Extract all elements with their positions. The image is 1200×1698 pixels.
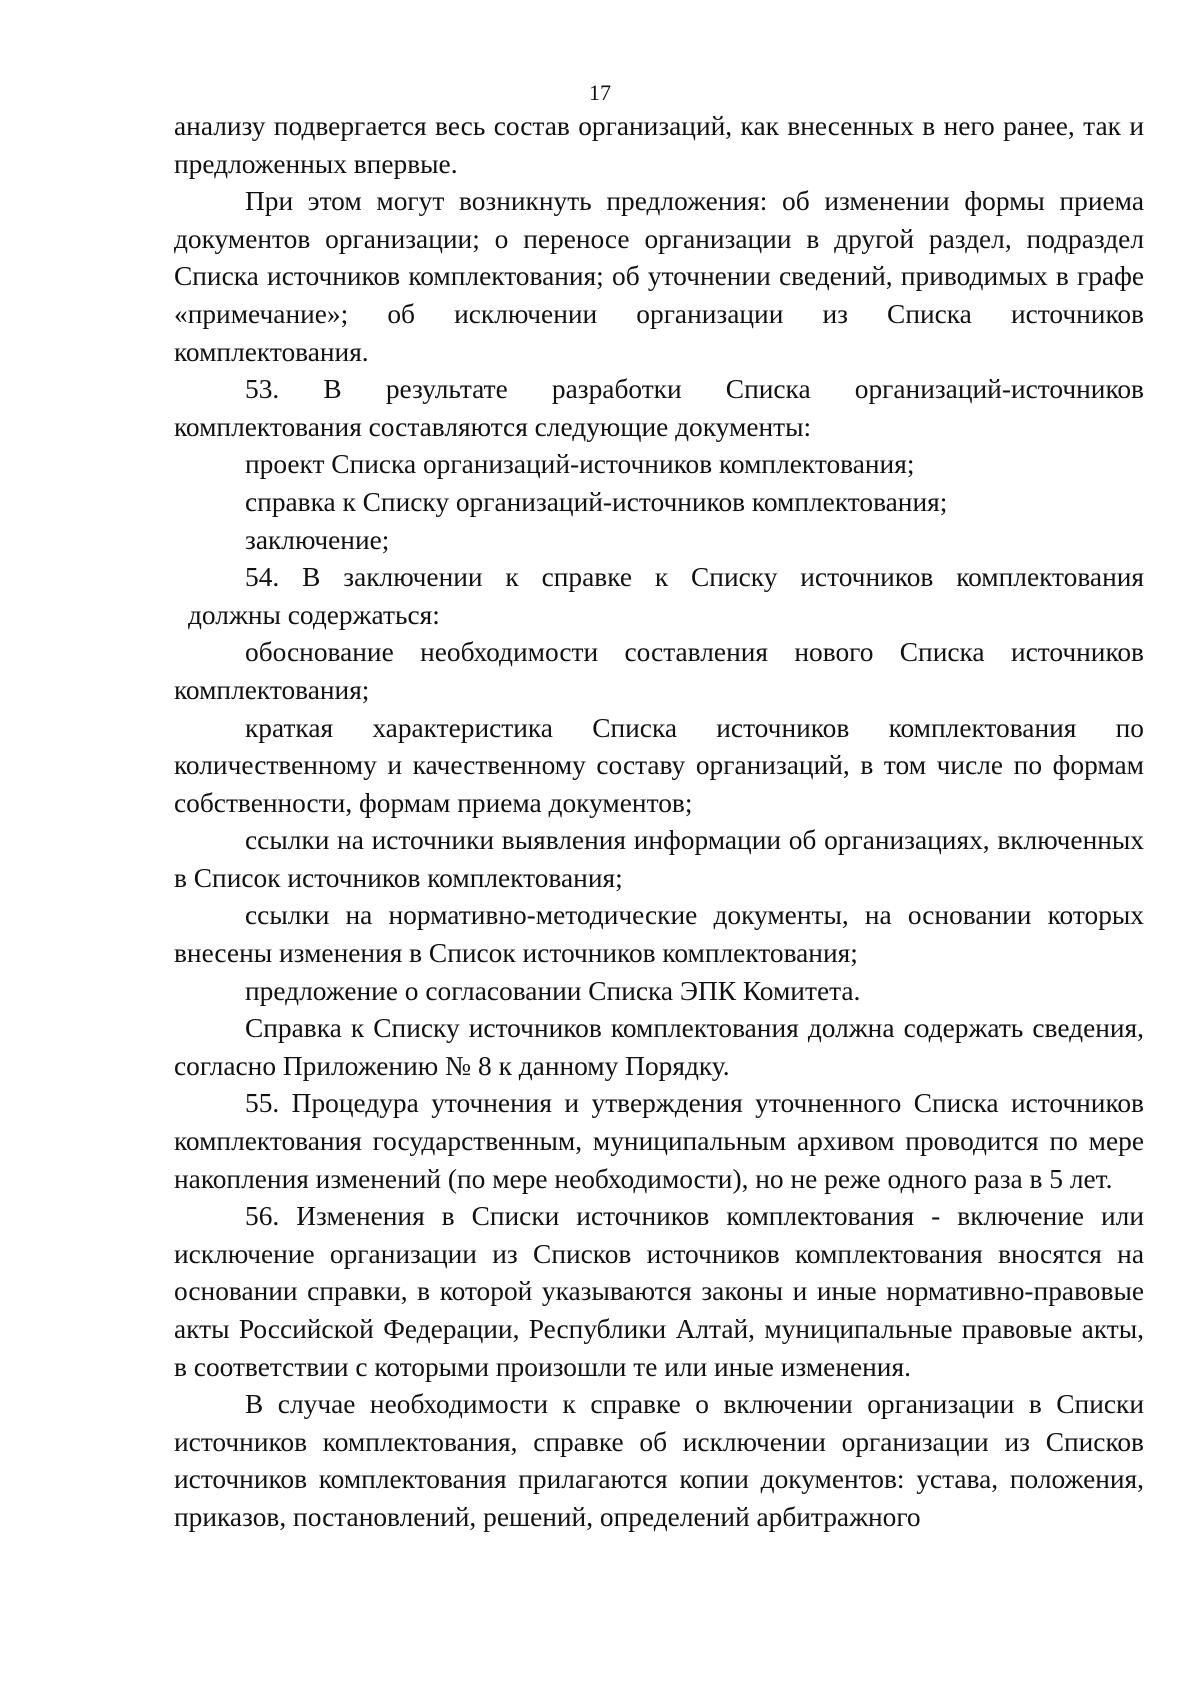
paragraph-reference-content: Справка к Списку источников комплектования должна содержать сведения, согласно Приложению № 8 к данному Порядку. <box>174 1013 1144 1081</box>
list-item-source-links: ссылки на источники выявления информации об организациях, включенных в Список источников комплектования; <box>174 825 1144 893</box>
list-item-draft-list: проект Списка организаций-источников комплектования; <box>245 449 915 480</box>
paragraph-proposals: При этом могут возникнуть предложения: об изменении формы приема документов организации; о переносе организации в другой раздел, подраздел Списка источников комплектования; об уточнении сведений, приводимых в графе «примечание»; об исключении организации из Списка источников комплектования. <box>174 186 1144 367</box>
page-number: 17 <box>589 80 611 105</box>
paragraph-continuation: анализу подвергается весь состав организаций, как внесенных в него ранее, так и предложенных впервые. <box>174 111 1144 179</box>
paragraph-item-55: 55. Процедура уточнения и утверждения уточненного Списка источников комплектования государственным, муниципальным архивом проводится по мере накопления изменений (по мере необходимости), но не реже одного раза в 5 лет. <box>174 1088 1144 1194</box>
document-body <box>174 108 1144 1537</box>
list-item-conclusion: заключение; <box>245 524 390 555</box>
list-item-normative-links: ссылки на нормативно-методические документы, на основании которых внесены изменения в Список источников комплектования; <box>174 900 1144 969</box>
list-item-justification: обоснование необходимости составления нового Списка источников комплектования; <box>174 637 1144 705</box>
list-item-characteristics: краткая характеристика Списка источников комплектования по количественному и качественному составу организаций, в том числе по формам собственности, формам приема документов; <box>174 712 1144 818</box>
paragraph-item-56: 56. Изменения в Списки источников комплектования - включение или исключение организации из Списков источников комплектования вносятся на основании справки, в которой указываются законы и иные нормативно-правовые акты Российской Федерации, Республики Алтай, муниципальные правовые акты, в соответствии с которыми произошли те или иные изменения. <box>174 1201 1144 1382</box>
paragraph-item-54-continuation: должны содержаться: <box>188 599 440 630</box>
paragraph-item-54: 54. В заключении к справке к Списку источников комплектования <box>245 562 1144 593</box>
list-item-approval-proposal: предложение о согласовании Списка ЭПК Комитета. <box>245 975 861 1006</box>
paragraph-item-53: 53. В результате разработки Списка организаций-источников комплектования составляются следующие документы: <box>174 374 1144 442</box>
paragraph-attachments: В случае необходимости к справке о включении организации в Списки источников комплектования, справке об исключении организации из Списков источников комплектования прилагаются копии документов: устава, положения, приказов, постановлений, решений, определений арбитражного <box>174 1389 1144 1532</box>
list-item-reference: справка к Списку организаций-источников комплектования; <box>245 486 948 517</box>
